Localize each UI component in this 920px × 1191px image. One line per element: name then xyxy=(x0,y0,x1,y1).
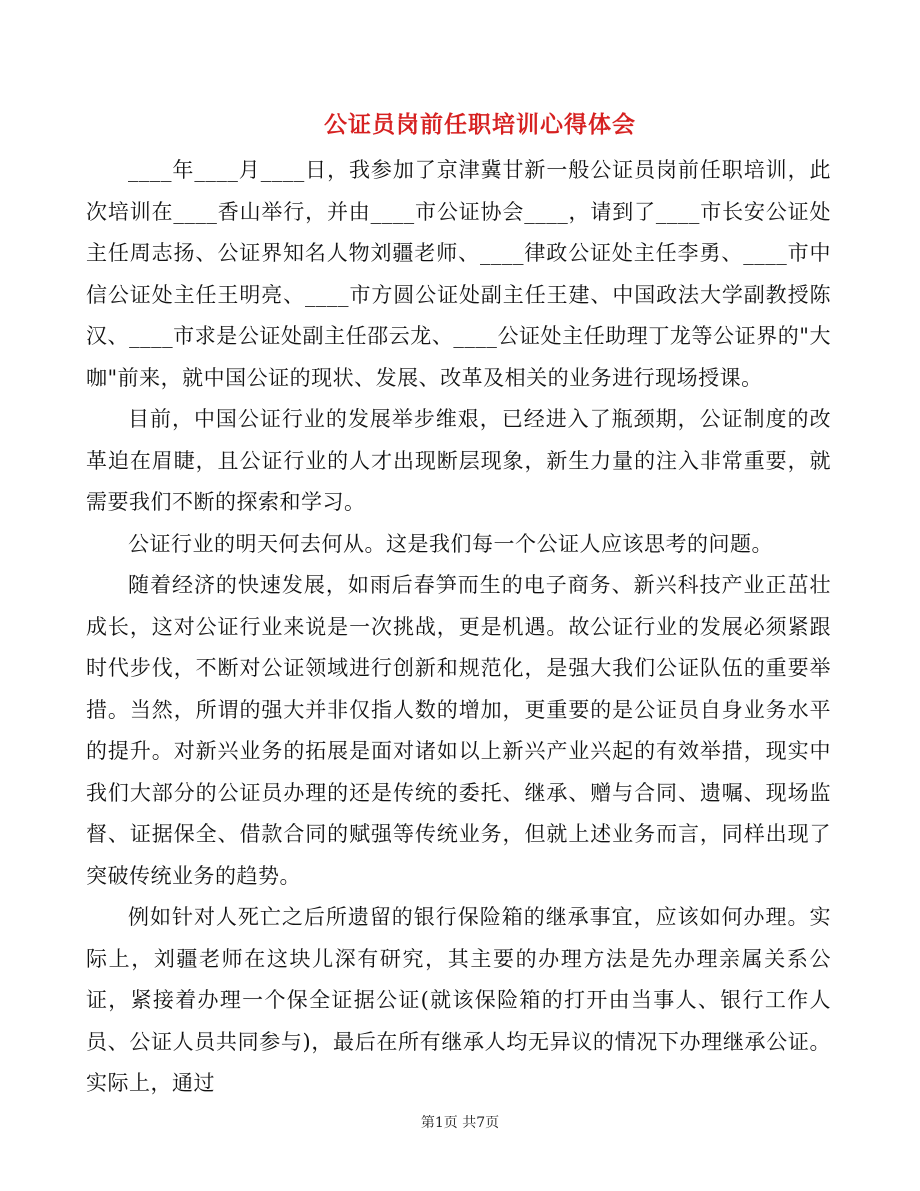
paragraph-2: 目前，中国公证行业的发展举步维艰，已经进入了瓶颈期，公证制度的改革迫在眉睫，且公证行业的人才出现断层现象，新生力量的注入非常重要，就需要我们不断的探索和学习。 xyxy=(86,407,831,514)
paragraph-1: ____年____月____日，我参加了京津冀甘新一般公证员岗前任职培训，此次培训在____香山举行，并由____市公证协会____，请到了____市长安公证处主任周志扬、公证界知名人物刘疆老师、____律政公证处主任李勇、____市中信公证处主任王明亮、____市方圆公证处副主任王建、中国政法大学副教授陈汉、____市求是公证处副主任邵云龙、____公证处主任助理丁龙等公证界的"大咖"前来，就中国公证的现状、发展、改革及相关的业务进行现场授课。 xyxy=(86,158,831,390)
document-body xyxy=(86,150,831,1105)
paragraph-3: 公证行业的明天何去何从。这是我们每一个公证人应该思考的问题。 xyxy=(128,531,773,556)
paragraph-4: 随着经济的快速发展，如雨后春笋而生的电子商务、新兴科技产业正茁壮成长，这对公证行业来说是一次挑战，更是机遇。故公证行业的发展必须紧跟时代步伐，不断对公证领域进行创新和规范化，是强大我们公证队伍的重要举措。当然，所谓的强大并非仅指人数的增加，更重要的是公证员自身业务水平的提升。对新兴业务的拓展是面对诸如以上新兴产业兴起的有效举措，现实中我们大部分的公证员办理的还是传统的委托、继承、赠与合同、遗嘱、现场监督、证据保全、借款合同的赋强等传统业务，但就上述业务而言，同样出现了突破传统业务的趋势。 xyxy=(86,573,831,888)
document-title: 公证员岗前任职培训心得体会 xyxy=(324,111,636,138)
paragraph-5: 例如针对人死亡之后所遗留的银行保险箱的继承事宜，应该如何办理。实际上，刘疆老师在这块儿深有研究，其主要的办理方法是先办理亲属关系公证，紧接着办理一个保全证据公证(就该保险箱的打开由当事人、银行工作人员、公证人员共同参与)，最后在所有继承人均无异议的情况下办理继承公证。实际上，通过 xyxy=(86,905,831,1095)
page-number-footer: 第1页 共7页 xyxy=(420,1115,500,1131)
